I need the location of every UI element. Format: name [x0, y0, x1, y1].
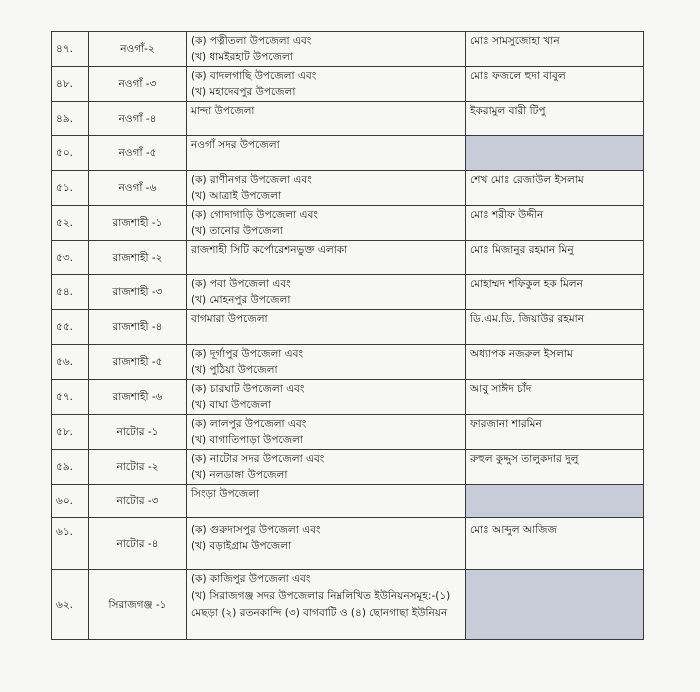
serial-cell: ৬১.: [52, 518, 89, 570]
area-line: (ক) লালপুর উপজেলা এবং: [191, 418, 307, 430]
serial-cell: ৪৯.: [52, 102, 89, 136]
area-line: (খ) ধামইরহাট উপজেলা: [191, 51, 293, 63]
serial-cell: ৫০.: [52, 136, 89, 171]
area-cell: [187, 32, 466, 67]
serial-cell: ৫৩.: [52, 241, 89, 275]
candidate-cell: আবু সাঈদ চাঁদ: [466, 380, 644, 415]
area-line: (খ) বাঘা উপজেলা: [191, 399, 271, 411]
area-cell: [187, 518, 466, 570]
candidate-cell: অধ্যাপক নজরুল ইসলাম: [466, 345, 644, 380]
table-row: [52, 310, 644, 345]
area-cell: [187, 380, 466, 415]
area-cell: [187, 485, 466, 518]
constituency-cell: রাজশাহী -৫: [89, 345, 187, 380]
table-row: [52, 32, 644, 67]
serial-cell: ৫৯.: [52, 450, 89, 485]
constituency-cell: রাজশাহী -১: [89, 206, 187, 241]
area-line: (খ) বাগাতিপাড়া উপজেলা: [191, 434, 303, 446]
constituency-cell: নাটোর -২: [89, 450, 187, 485]
table-row: [52, 171, 644, 206]
table-row: [52, 345, 644, 380]
candidate-cell: ডি.এম.ডি. জিয়াউর রহমান: [466, 310, 644, 345]
area-cell: [187, 206, 466, 241]
candidate-cell: শেখ মোঃ রেজাউল ইসলাম: [466, 171, 644, 206]
candidate-cell: রুহুল কুদ্দুস তালুকদার দুলু: [466, 450, 644, 485]
constituency-cell: নওগাঁ -৪: [89, 102, 187, 136]
table-row: [52, 206, 644, 241]
area-cell: [187, 171, 466, 206]
candidate-cell-vacant: [466, 136, 644, 171]
constituency-cell: নওগাঁ -৩: [89, 67, 187, 102]
area-line: (খ) মহাদেবপুর উপজেলা: [191, 86, 296, 98]
area-line: (খ) মোহনপুর উপজেলা: [191, 294, 291, 306]
area-line: মান্দা উপজেলা: [191, 105, 255, 117]
area-line: (খ) সিরাজগঞ্জ সদর উপজেলার নিম্নলিখিত ইউনিয়নসমূহ:-(১) মেছড়া (২) রতনকান্দি (৩) বাগবাটি ও (৪) ছোনগাছা ইউনিয়ন: [191, 590, 451, 619]
candidate-cell-vacant: [466, 485, 644, 518]
table-row: [52, 450, 644, 485]
area-line: (ক) পবা উপজেলা এবং: [191, 278, 291, 290]
area-cell: [187, 102, 466, 136]
area-cell: [187, 275, 466, 310]
area-line: (ক) বাদলগাছি উপজেলা এবং: [191, 70, 317, 82]
table-row: [52, 241, 644, 275]
area-line: (খ) আত্রাই উপজেলা: [191, 190, 282, 202]
area-line: (ক) নাটোর সদর উপজেলা এবং: [191, 453, 325, 465]
area-cell: [187, 450, 466, 485]
table-row: [52, 415, 644, 450]
candidate-cell: মোহাম্মদ শফিকুল হক মিলন: [466, 275, 644, 310]
constituency-cell: নাটোর -১: [89, 415, 187, 450]
area-line: সিংড়া উপজেলা: [191, 488, 260, 500]
area-line: (ক) গুরুদাসপুর উপজেলা এবং: [191, 524, 321, 536]
area-cell: [187, 241, 466, 275]
serial-cell: ৫৬.: [52, 345, 89, 380]
area-line: (খ) নলডাঙ্গা উপজেলা: [191, 469, 288, 481]
area-line: (ক) চারঘাট উপজেলা এবং: [191, 383, 305, 395]
area-line: (ক) কাজিপুর উপজেলা এবং: [191, 573, 311, 585]
serial-cell: ৪৮.: [52, 67, 89, 102]
serial-cell: ৫৮.: [52, 415, 89, 450]
candidate-cell: মোঃ আব্দুল আজিজ: [466, 518, 644, 570]
area-line: (ক) পত্নীতলা উপজেলা এবং: [191, 35, 312, 47]
table-row: [52, 275, 644, 310]
area-line: (ক) দূর্গাপুর উপজেলা এবং: [191, 348, 304, 360]
area-cell: [187, 345, 466, 380]
area-line: (খ) তানোর উপজেলা: [191, 225, 283, 237]
area-line: (খ) পুঠিয়া উপজেলা: [191, 364, 278, 376]
serial-cell: ৫৪.: [52, 275, 89, 310]
constituency-cell: নওগাঁ-২: [89, 32, 187, 67]
constituency-cell: নাটোর -৪: [89, 518, 187, 570]
area-cell: [187, 136, 466, 171]
table-row: [52, 570, 644, 640]
serial-cell: ৪৭.: [52, 32, 89, 67]
area-cell: [187, 415, 466, 450]
constituency-cell: রাজশাহী -২: [89, 241, 187, 275]
table-row: [52, 518, 644, 570]
candidate-cell: মোঃ সামসুজোহা খান: [466, 32, 644, 67]
area-cell: [187, 310, 466, 345]
table-row: [52, 485, 644, 518]
area-line: বাগমারা উপজেলা: [191, 313, 268, 325]
serial-cell: ৬০.: [52, 485, 89, 518]
candidate-cell: ইকরামুল বারী টিপু: [466, 102, 644, 136]
serial-cell: ৫২.: [52, 206, 89, 241]
serial-cell: ৫৫.: [52, 310, 89, 345]
area-line: নওগাঁ সদর উপজেলা: [191, 139, 280, 151]
serial-cell: ৫৭.: [52, 380, 89, 415]
area-line: (খ) বড়াইগ্রাম উপজেলা: [191, 540, 292, 552]
serial-cell: ৫১.: [52, 171, 89, 206]
area-line: (ক) রাণীনগর উপজেলা এবং: [191, 174, 312, 186]
candidate-cell-vacant: [466, 570, 644, 640]
candidate-cell: ফারজানা শারমিন: [466, 415, 644, 450]
constituency-cell: সিরাজগঞ্জ -১: [89, 570, 187, 640]
table-row: [52, 380, 644, 415]
constituency-cell: রাজশাহী -৪: [89, 310, 187, 345]
constituency-cell: নওগাঁ -৬: [89, 171, 187, 206]
candidate-cell: মোঃ ফজলে হুদা বাবুল: [466, 67, 644, 102]
constituency-cell: নওগাঁ -৫: [89, 136, 187, 171]
area-cell: [187, 67, 466, 102]
constituency-cell: রাজশাহী -৬: [89, 380, 187, 415]
candidate-cell: মোঃ মিজানুর রহমান মিনু: [466, 241, 644, 275]
area-cell: [187, 570, 466, 640]
candidate-cell: মোঃ শরীফ উদ্দীন: [466, 206, 644, 241]
serial-cell: ৬২.: [52, 570, 89, 640]
area-line: (ক) গোদাগাড়ি উপজেলা এবং: [191, 209, 318, 221]
table-row: [52, 67, 644, 102]
area-line: রাজশাহী সিটি কর্পোরেশনভুক্ত এলাকা: [191, 244, 348, 256]
table-row: [52, 136, 644, 171]
constituency-cell: নাটোর -৩: [89, 485, 187, 518]
table-row: [52, 102, 644, 136]
constituency-cell: রাজশাহী -৩: [89, 275, 187, 310]
constituency-table: [51, 31, 644, 640]
